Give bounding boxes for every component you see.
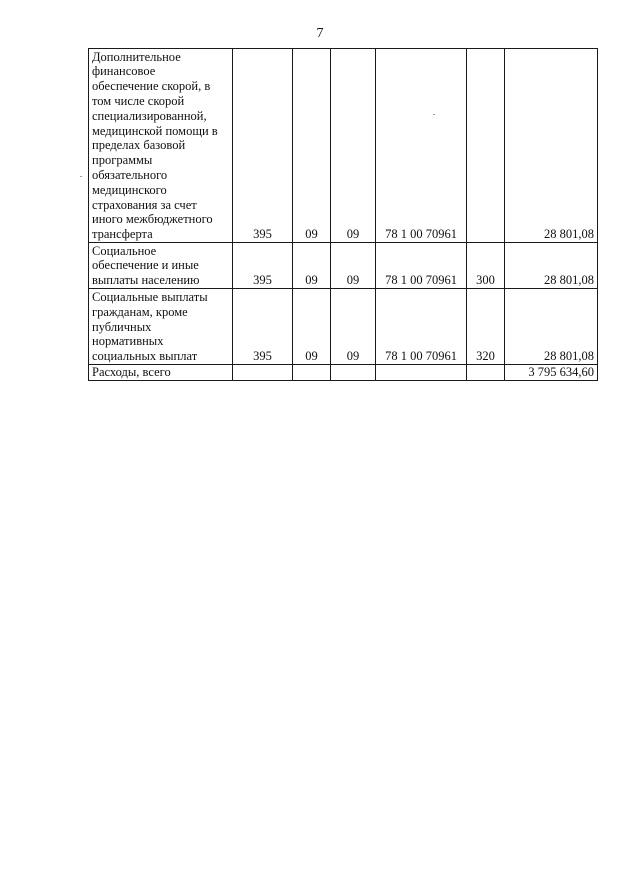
empty-cell bbox=[293, 365, 331, 381]
subsection-code: 09 bbox=[331, 289, 376, 365]
subsection-code: 09 bbox=[331, 49, 376, 243]
expense-type-code: 300 bbox=[467, 243, 505, 289]
table-row bbox=[89, 243, 598, 289]
amount: 28 801,08 bbox=[505, 289, 598, 365]
ministry-code: 395 bbox=[233, 289, 293, 365]
empty-cell bbox=[233, 365, 293, 381]
empty-cell bbox=[376, 365, 467, 381]
target-article-code: 78 1 00 70961 bbox=[376, 49, 467, 243]
budget-table bbox=[88, 48, 598, 381]
page-number: 7 bbox=[316, 26, 324, 41]
subsection-code: 09 bbox=[331, 243, 376, 289]
ministry-code: 395 bbox=[233, 49, 293, 243]
target-article-code: 78 1 00 70961 bbox=[376, 289, 467, 365]
total-row bbox=[89, 365, 598, 381]
target-article-code: 78 1 00 70961 bbox=[376, 243, 467, 289]
amount: 28 801,08 bbox=[505, 49, 598, 243]
empty-cell bbox=[467, 365, 505, 381]
section-code: 09 bbox=[293, 243, 331, 289]
section-code: 09 bbox=[293, 289, 331, 365]
scan-speck bbox=[80, 176, 82, 177]
table-row bbox=[89, 289, 598, 365]
total-amount: 3 795 634,60 bbox=[505, 365, 598, 381]
section-code: 09 bbox=[293, 49, 331, 243]
empty-cell bbox=[331, 365, 376, 381]
row-name: Социальное обеспечение и иные выплаты населению bbox=[89, 243, 233, 289]
row-name: Социальные выплаты гражданам, кроме публичных нормативных социальных выплат bbox=[89, 289, 233, 365]
expense-type-code: 320 bbox=[467, 289, 505, 365]
table-row bbox=[89, 49, 598, 243]
total-label: Расходы, всего bbox=[89, 365, 233, 381]
amount: 28 801,08 bbox=[505, 243, 598, 289]
ministry-code: 395 bbox=[233, 243, 293, 289]
expense-type-code bbox=[467, 49, 505, 243]
row-name: Дополнительное финансовое обеспечение скорой, в том числе скорой специализированной, медицинской помощи в пределах базовой программы обязательного медицинского страхования за счет иного межбюджетного трансферта bbox=[89, 49, 233, 243]
